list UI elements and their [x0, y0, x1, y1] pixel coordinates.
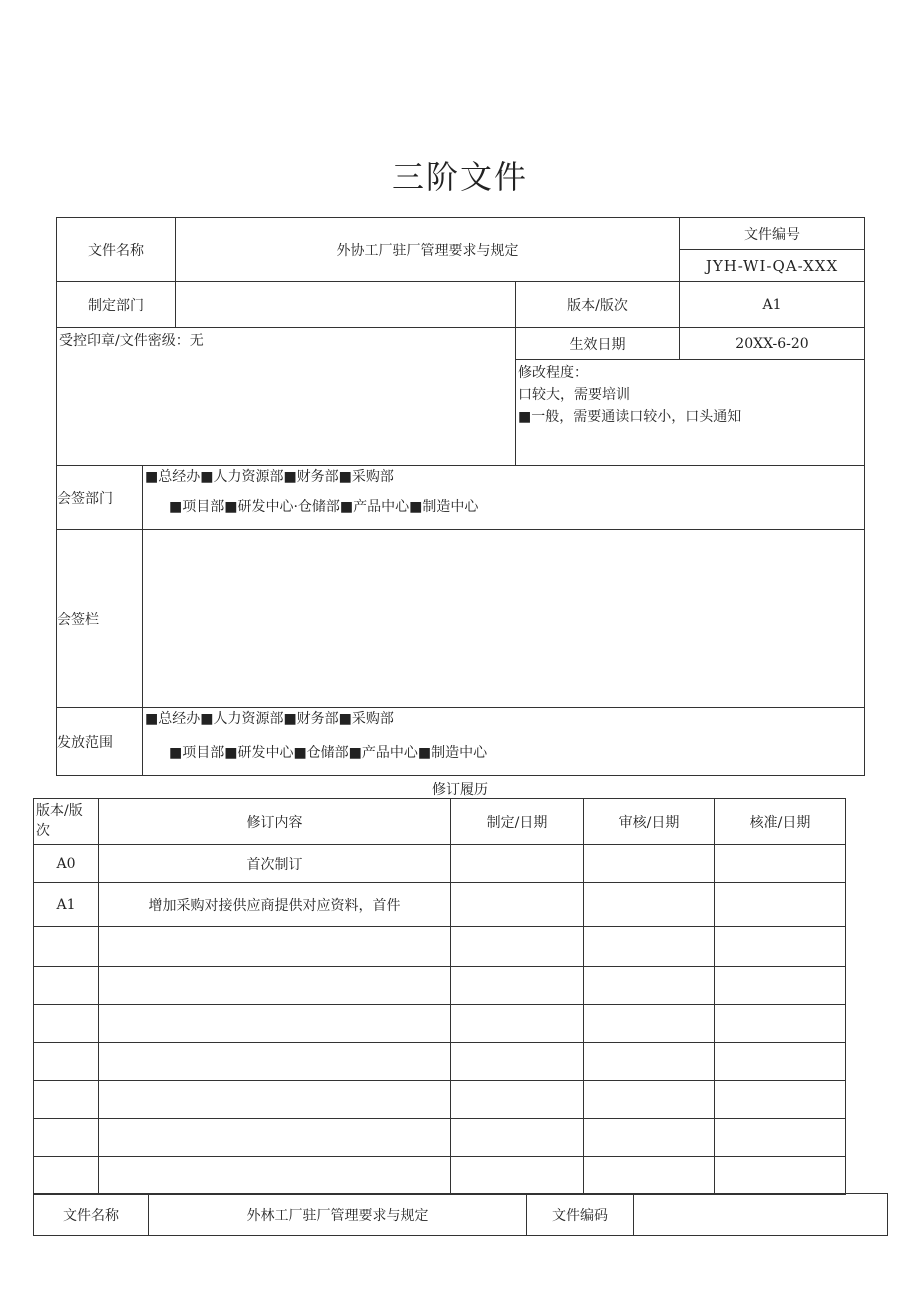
empty-cell [99, 927, 451, 967]
footer-file-name-value: 外林工厂驻厂管理要求与规定 [149, 1194, 527, 1236]
distribution-line2: ■项目部■研发中心■仓储部■产品中心■制造中心 [169, 745, 488, 761]
col-approve-date: 核准/日期 [715, 799, 846, 845]
countersign-dept-line1: ■总经办■人力资源部■财务部■采购部 [145, 469, 394, 485]
countersign-field-label: 会签栏 [57, 530, 143, 708]
empty-cell [715, 1081, 846, 1119]
table-row [34, 927, 846, 967]
effective-date-label: 生效日期 [516, 328, 680, 360]
empty-cell [99, 1043, 451, 1081]
file-name-label: 文件名称 [57, 218, 176, 282]
empty-cell [34, 1043, 99, 1081]
empty-cell [584, 1157, 715, 1195]
change-option-major: 口较大，需要培训 [518, 387, 630, 403]
empty-cell [715, 927, 846, 967]
row-version: A0 [34, 845, 99, 883]
control-stamp-label: 受控印章/文件密级：无 [57, 328, 516, 466]
empty-cell [34, 1005, 99, 1043]
empty-cell [99, 1081, 451, 1119]
footer-file-name-label: 文件名称 [34, 1194, 149, 1236]
col-made-date: 制定/日期 [451, 799, 584, 845]
history-title: 修订履历 [432, 782, 488, 798]
row-review [584, 845, 715, 883]
countersign-dept-cell [143, 466, 865, 530]
empty-cell [451, 1081, 584, 1119]
empty-cell [451, 927, 584, 967]
empty-cell [715, 967, 846, 1005]
table-row [34, 967, 846, 1005]
empty-cell [715, 1043, 846, 1081]
dept-value [176, 282, 516, 328]
empty-cell [99, 1157, 451, 1195]
table-row [34, 1157, 846, 1195]
file-name-value: 外协工厂驻厂管理要求与规定 [176, 218, 680, 282]
table-row [34, 1119, 846, 1157]
distribution-line1: ■总经办■人力资源部■财务部■采购部 [145, 711, 394, 727]
change-degree-title: 修改程度： [518, 365, 588, 381]
empty-cell [715, 1119, 846, 1157]
empty-cell [584, 927, 715, 967]
change-option-normal: ■一般，需要通读口较小，口头通知 [518, 409, 742, 425]
history-table [33, 798, 846, 1195]
version-value: A1 [680, 282, 865, 328]
row-review [584, 883, 715, 927]
empty-cell [34, 927, 99, 967]
row-version: A1 [34, 883, 99, 927]
header-table [56, 217, 865, 776]
empty-cell [34, 1119, 99, 1157]
dept-label: 制定部门 [57, 282, 176, 328]
change-degree-cell [516, 360, 865, 466]
empty-cell [451, 1005, 584, 1043]
history-header-row [34, 799, 846, 845]
row-made [451, 883, 584, 927]
effective-date-value: 20XX-6-20 [680, 328, 865, 360]
table-row [34, 883, 846, 927]
col-version: 版本/版次 [34, 799, 99, 845]
footer-file-code-value [634, 1194, 888, 1236]
empty-cell [34, 967, 99, 1005]
empty-cell [99, 1005, 451, 1043]
empty-cell [584, 1119, 715, 1157]
table-row [34, 845, 846, 883]
empty-cell [99, 967, 451, 1005]
empty-cell [99, 1119, 451, 1157]
footer-table [33, 1193, 888, 1236]
document-title: 三阶文件 [391, 158, 528, 196]
empty-cell [451, 967, 584, 1005]
row-content: 首次制订 [99, 845, 451, 883]
empty-cell [715, 1157, 846, 1195]
table-row [34, 1043, 846, 1081]
countersign-dept-line2: ■项目部■研发中心·仓储部■产品中心■制造中心 [169, 499, 479, 515]
table-row [34, 1081, 846, 1119]
empty-cell [451, 1043, 584, 1081]
row-approve [715, 845, 846, 883]
distribution-label: 发放范围 [57, 708, 143, 776]
empty-cell [34, 1157, 99, 1195]
version-label: 版本/版次 [516, 282, 680, 328]
row-made [451, 845, 584, 883]
empty-cell [584, 1043, 715, 1081]
file-no-value: JYH-WI-QA-XXX [680, 250, 865, 282]
empty-cell [451, 1119, 584, 1157]
countersign-dept-label: 会签部门 [57, 466, 143, 530]
empty-cell [584, 967, 715, 1005]
empty-cell [451, 1157, 584, 1195]
row-approve [715, 883, 846, 927]
empty-cell [715, 1005, 846, 1043]
footer-file-code-label: 文件编码 [527, 1194, 634, 1236]
distribution-cell [143, 708, 865, 776]
table-row [34, 1005, 846, 1043]
file-no-label: 文件编号 [680, 218, 865, 250]
row-content: 增加采购对接供应商提供对应资料，首件 [99, 883, 451, 927]
empty-cell [34, 1081, 99, 1119]
empty-cell [584, 1081, 715, 1119]
col-content: 修订内容 [99, 799, 451, 845]
col-review-date: 审核/日期 [584, 799, 715, 845]
countersign-field [143, 530, 865, 708]
empty-cell [584, 1005, 715, 1043]
